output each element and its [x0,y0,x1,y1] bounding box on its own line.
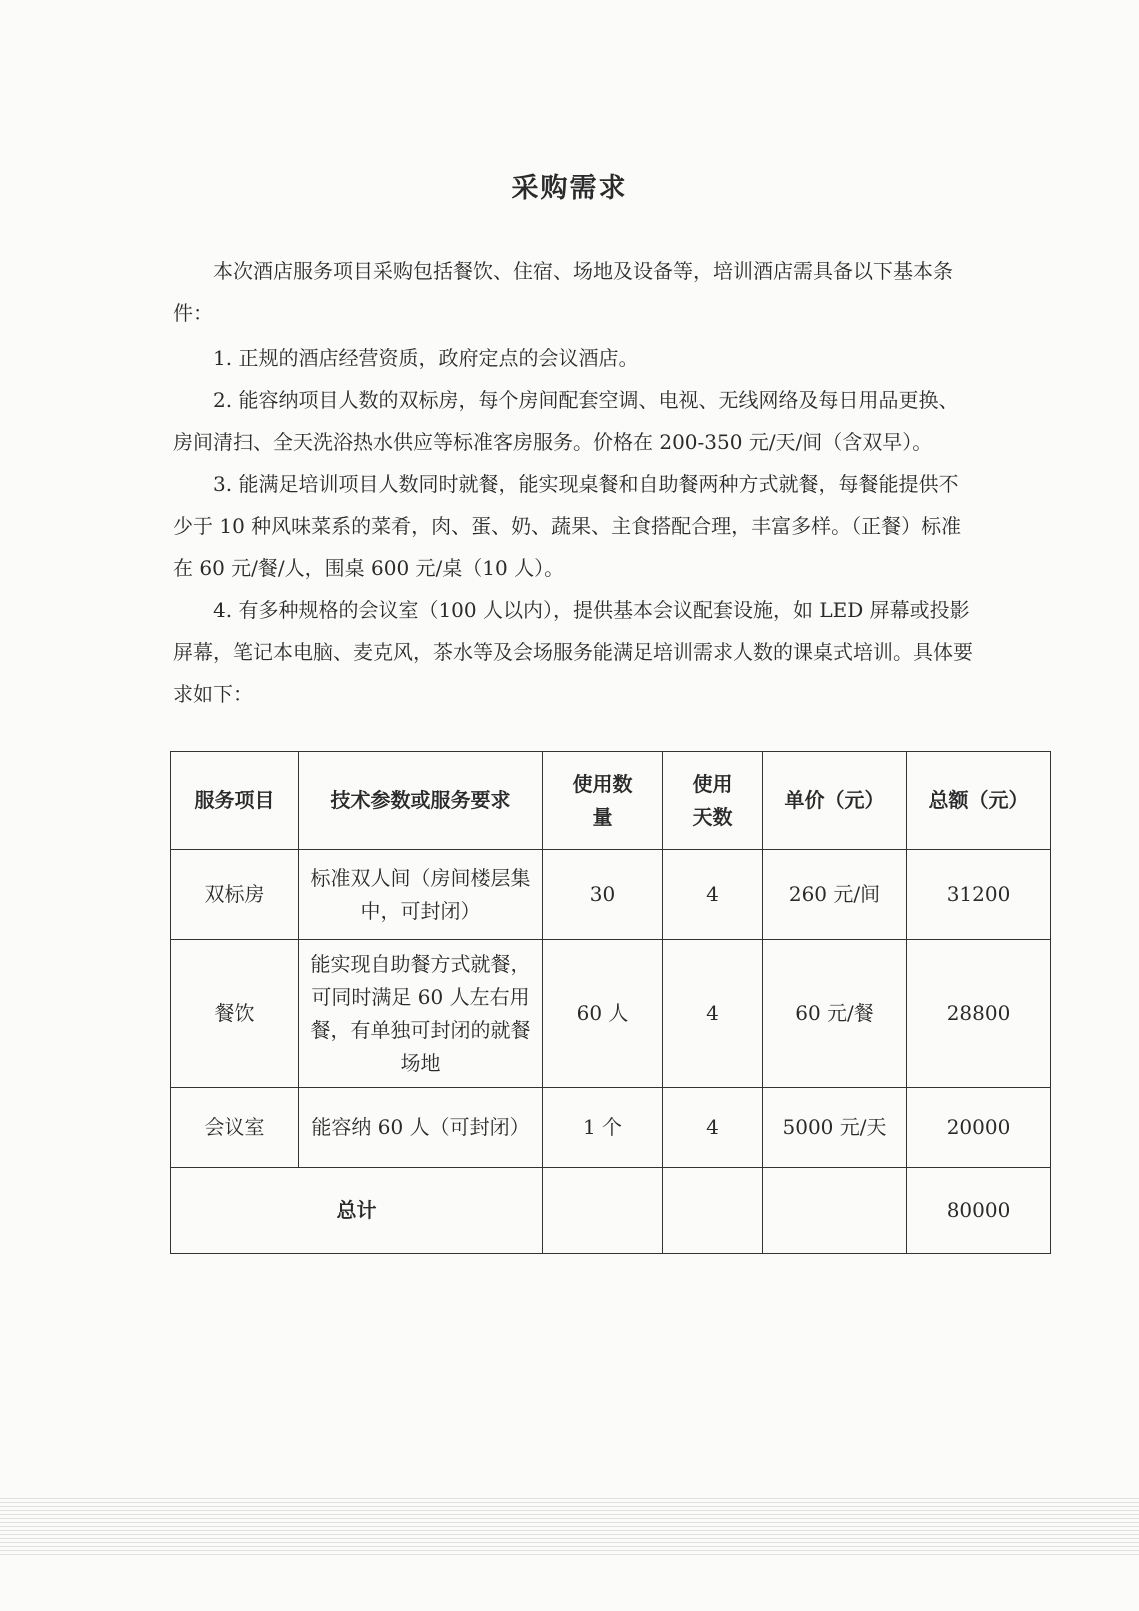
cell-total: 28800 [907,940,1051,1088]
cell-qty: 60 人 [543,940,663,1088]
table-header-row [171,752,1051,850]
header-days: 使用天数 [663,752,763,850]
table-row [171,940,1051,1088]
table-row [171,1088,1051,1168]
requirement-item-3: 3. 能满足培训项目人数同时就餐，能实现桌餐和自助餐两种方式就餐，每餐能提供不少于 10 种风味菜系的菜肴，肉、蛋、奶、蔬果、主食搭配合理，丰富多样。（正餐）标准在 60 元/餐/人，围桌 600 元/桌（10 人）。 [173,472,962,580]
header-spec: 技术参数或服务要求 [299,752,543,850]
header-item: 服务项目 [171,752,299,850]
header-unit-price: 单价（元） [763,752,907,850]
header-qty: 使用数量 [543,752,663,850]
cell-item: 双标房 [171,850,299,940]
cell-days: 4 [663,850,763,940]
cell-days: 4 [663,1088,763,1168]
table-total-row [171,1168,1051,1254]
cell-spec: 标准双人间（房间楼层集中，可封闭） [299,850,543,940]
requirements-list [173,337,973,715]
cell-spec: 能容纳 60 人（可封闭） [299,1088,543,1168]
requirement-item-1: 1. 正规的酒店经营资质，政府定点的会议酒店。 [213,346,639,370]
cell-days: 4 [663,940,763,1088]
cell-unit-price: 60 元/餐 [763,940,907,1088]
cell-spec: 能实现自助餐方式就餐，可同时满足 60 人左右用餐，有单独可封闭的就餐场地 [299,940,543,1088]
total-empty-qty [543,1168,663,1254]
table-row [171,850,1051,940]
cell-item: 会议室 [171,1088,299,1168]
footer-scan-lines [0,1498,1139,1556]
cell-qty: 1 个 [543,1088,663,1168]
cell-unit-price: 5000 元/天 [763,1088,907,1168]
header-total: 总额（元） [907,752,1051,850]
total-label: 总计 [171,1168,543,1254]
cell-item: 餐饮 [171,940,299,1088]
procurement-table [170,751,1051,1254]
requirement-item-2: 2. 能容纳项目人数的双标房，每个房间配套空调、电视、无线网络及每日用品更换、房间清扫、全天洗浴热水供应等标准客房服务。价格在 200-350 元/天/间（含双早）。 [173,388,959,454]
page-title: 采购需求 [511,173,628,204]
cell-total: 20000 [907,1088,1051,1168]
cell-unit-price: 260 元/间 [763,850,907,940]
cell-qty: 30 [543,850,663,940]
total-value: 80000 [907,1168,1051,1254]
total-empty-unit-price [763,1168,907,1254]
intro-paragraph [173,250,973,334]
total-empty-days [663,1168,763,1254]
cell-total: 31200 [907,850,1051,940]
intro-text: 本次酒店服务项目采购包括餐饮、住宿、场地及设备等，培训酒店需具备以下基本条件： [173,259,953,325]
requirement-item-4: 4. 有多种规格的会议室（100 人以内），提供基本会议配套设施，如 LED 屏幕或投影屏幕，笔记本电脑、麦克风，茶水等及会场服务能满足培训需求人数的课桌式培训。具体要求如下： [173,598,973,706]
